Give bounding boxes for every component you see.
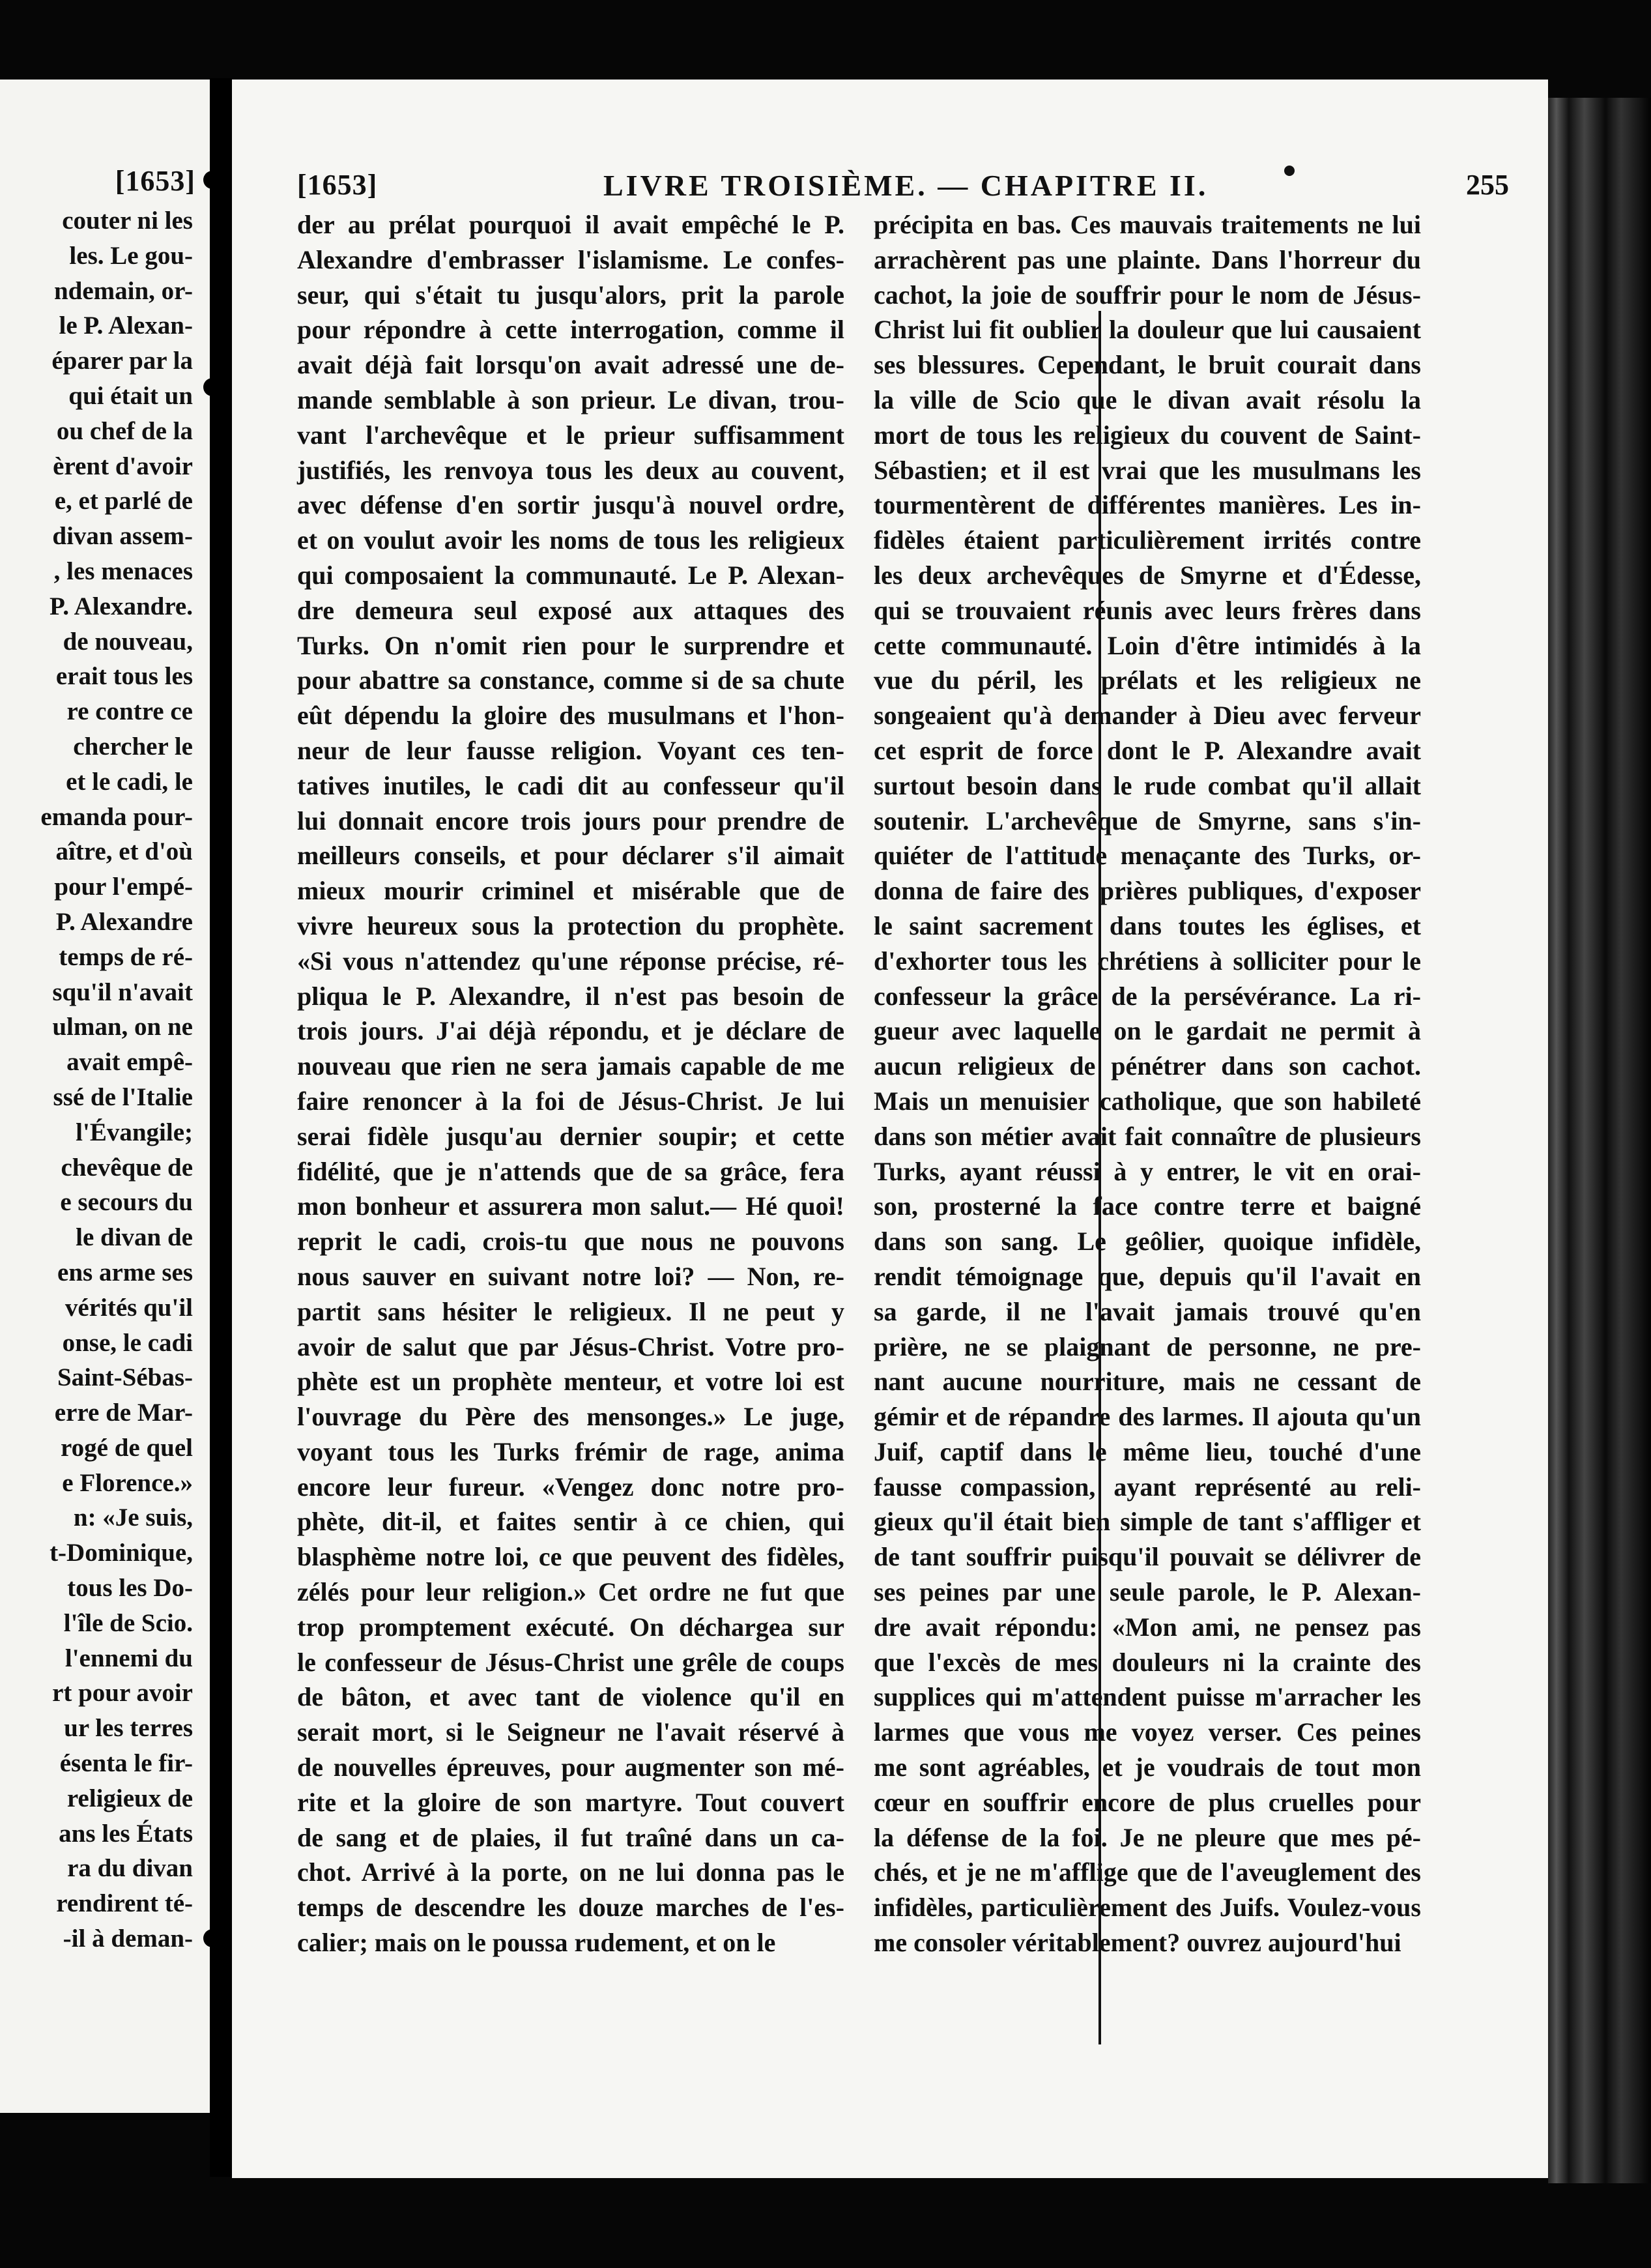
fragment-line: chercher le: [73, 732, 193, 761]
text-line: mort de tous les religieux du couvent de Saint-: [874, 420, 1421, 450]
text-line: que l'excès de mes douleurs ni la crainte des: [874, 1647, 1421, 1677]
text-line: de sang et de plaies, il fut traîné dans un ca-: [297, 1822, 844, 1852]
text-line: serait mort, si le Seigneur ne l'avait réservé à: [297, 1717, 844, 1747]
text-line: dans son sang. Le geôlier, quoique infidèle,: [874, 1227, 1421, 1257]
text-line: trop promptement exécuté. On déchargea sur: [297, 1612, 844, 1642]
text-line: qui composaient la communauté. Le P. Alexan-: [297, 560, 844, 590]
text-line: les deux archevêques de Smyrne et d'Édesse,: [874, 560, 1421, 590]
text-line: d'exhorter tous les chrétiens à solliciter pour le: [874, 946, 1421, 976]
text-line: cette communauté. Loin d'être intimidés à la: [874, 630, 1421, 660]
text-line: mon bonheur et assurera mon salut.— Hé quoi!: [297, 1191, 844, 1221]
text-line: pour répondre à cette interrogation, comme il: [297, 315, 844, 345]
fragment-line: avait empê-: [66, 1048, 193, 1077]
fragment-line: de nouveau,: [63, 627, 193, 656]
text-line: blasphème notre loi, ce que peuvent des fidèles,: [297, 1542, 844, 1572]
text-line: aucun religieux de pénétrer dans son cachot.: [874, 1051, 1421, 1081]
fragment-line: éparer par la: [51, 347, 193, 375]
text-line: voyant tous les Turks frémir de rage, anima: [297, 1436, 844, 1466]
header-title: LIVRE TROISIÈME. — CHAPITRE II.: [603, 169, 1209, 202]
text-line: avoir de salut que par Jésus-Christ. Votre pro-: [297, 1331, 844, 1361]
text-line: quiéter de l'attitude menaçante des Turks, or-: [874, 841, 1421, 871]
fragment-line: erait tous les: [55, 662, 193, 691]
text-line: meilleurs conseils, et pour déclarer s'il aimait: [297, 841, 844, 871]
text-line: mieux mourir criminel et misérable que de: [297, 876, 844, 906]
text-line: eût dépendu la gloire des musulmans et l'hon-: [297, 701, 844, 731]
text-line: serai fidèle jusqu'au dernier soupir; et cette: [297, 1121, 844, 1151]
text-line: nous sauver en suivant notre loi? — Non, re-: [297, 1261, 844, 1291]
text-line: nant aucune nourriture, mais ne cessant de: [874, 1367, 1421, 1397]
fragment-line: ens arme ses: [57, 1258, 193, 1287]
fragment-line: , les menaces: [53, 557, 193, 585]
text-line: cet esprit de force dont le P. Alexandre avait: [874, 735, 1421, 765]
page-edges: [1548, 98, 1651, 2183]
text-line: la défense de la foi. Je ne pleure que mes pé-: [874, 1822, 1421, 1852]
fragment-line: -il à deman-: [63, 1925, 193, 1953]
fragment-line: emanda pour-: [40, 802, 193, 831]
text-line: phète est un prophète menteur, et votre loi est: [297, 1367, 844, 1397]
fragment-line: pour l'empé-: [54, 873, 193, 901]
fragment-line: rogé de quel: [61, 1433, 193, 1462]
fragment-line: rt pour avoir: [52, 1679, 193, 1708]
text-line: et on voulut avoir les noms de tous les religieux: [297, 525, 844, 555]
text-line: fidélité, que je n'attends que de sa grâce, fera: [297, 1156, 844, 1186]
text-line: de bâton, et avec tant de violence qu'il en: [297, 1682, 844, 1712]
text-line: seur, qui s'était tu jusqu'alors, prit la parole: [297, 280, 844, 310]
fragment-line: divan assem-: [52, 522, 193, 551]
fragment-line: e Florence.»: [62, 1468, 193, 1497]
header-year: [1653]: [297, 169, 378, 201]
text-line: infidèles, particulièrement des Juifs. Voulez-vous: [874, 1893, 1421, 1923]
text-line: Juif, captif dans le même lieu, touché d'une: [874, 1436, 1421, 1466]
text-line: soutenir. L'archevêque de Smyrne, sans s'in-: [874, 806, 1421, 836]
text-line: me sont agréables, et je voudrais de tout mon: [874, 1752, 1421, 1782]
text-line: son, prosterné la face contre terre et baigné: [874, 1191, 1421, 1221]
fragment-line: l'île de Scio.: [63, 1608, 193, 1637]
text-line: tatives inutiles, le cadi dit au confesseur qu'il: [297, 770, 844, 800]
page-number: 255: [1466, 169, 1509, 201]
fragment-line: temps de ré-: [59, 942, 193, 971]
text-line: Mais un menuisier catholique, que son habileté: [874, 1086, 1421, 1116]
text-line: faire renoncer à la foi de Jésus-Christ. Je lui: [297, 1086, 844, 1116]
text-line: le saint sacrement dans toutes les églises, et: [874, 910, 1421, 940]
fragment-line: l'ennemi du: [65, 1644, 193, 1672]
text-line: songeaient qu'à demander à Dieu avec ferveur: [874, 701, 1421, 731]
fragment-line: e secours du: [60, 1188, 193, 1217]
text-line: de tant souffrir puisqu'il pouvait se délivrer de: [874, 1542, 1421, 1572]
text-line: vue du péril, les prélats et les religieux ne: [874, 665, 1421, 695]
text-line: chés, et je ne m'afflige que de l'aveuglement des: [874, 1857, 1421, 1887]
text-line: lui donnait encore trois jours pour prendre de: [297, 806, 844, 836]
fragment-line: les. Le gou-: [69, 241, 193, 270]
fragment-line: squ'il n'avait: [52, 978, 193, 1006]
text-line: la ville de Scio que le divan avait résolu la: [874, 385, 1421, 414]
fragment-line: ndemain, or-: [53, 276, 193, 305]
text-line: sa garde, il ne l'avait jamais trouvé qu'en: [874, 1296, 1421, 1326]
fragment-line: chevêque de: [61, 1153, 193, 1182]
text-line: prière, ne se plaignant de personne, ne pre-: [874, 1331, 1421, 1361]
text-line: phète, dit-il, et faites sentir à ce chien, qui: [297, 1507, 844, 1537]
text-line: de nouvelles épreuves, pour augmenter son mé-: [297, 1752, 844, 1782]
text-line: vant l'archevêque et le prieur suffisamment: [297, 420, 844, 450]
text-line: calier; mais on le poussa rudement, et on le: [297, 1928, 776, 1958]
text-line: Alexandre d'embrasser l'islamisme. Le confes-: [297, 244, 844, 274]
fragment-line: ou chef de la: [56, 416, 193, 445]
text-line: reprit le cadi, crois-tu que nous ne pouvons: [297, 1227, 844, 1257]
text-line: cœur en souffrir encore de plus cruelles pour: [874, 1787, 1421, 1817]
fragment-line: ra du divan: [67, 1854, 193, 1883]
text-line: Turks, ayant réussi à y entrer, le vit en orai-: [874, 1156, 1421, 1186]
text-line: der au prélat pourquoi il avait empêché le P.: [297, 210, 844, 239]
fragment-line: rendirent té-: [56, 1889, 193, 1918]
text-line: Christ lui fit oublier la douleur que lui causaient: [874, 315, 1421, 345]
fragment-line: P. Alexandre.: [50, 592, 193, 620]
fragment-line: le P. Alexan-: [59, 312, 193, 340]
fragment-line: ésenta le fir-: [59, 1749, 193, 1778]
text-line: Sébastien; et il est vrai que les musulmans les: [874, 455, 1421, 485]
text-line: ses peines par une seule parole, le P. Alexan-: [874, 1577, 1421, 1607]
text-line: tourmentèrent de différentes manières. Les in-: [874, 490, 1421, 520]
fragment-line: re contre ce: [66, 697, 193, 726]
fragment-line: erre de Mar-: [54, 1399, 193, 1427]
text-line: trois jours. J'ai déjà répondu, et je déclare de: [297, 1016, 844, 1046]
text-line: mande semblable à son prieur. Le divan, trou-: [297, 385, 844, 414]
text-line: dre demeura seul exposé aux attaques des: [297, 595, 844, 625]
text-column-left: [297, 207, 844, 1960]
text-line: pour abattre sa constance, comme si de sa chute: [297, 665, 844, 695]
text-line: supplices qui m'attendent puisse m'arracher les: [874, 1682, 1421, 1712]
fragment-line: aître, et d'où: [55, 837, 193, 866]
text-line: avait déjà fait lorsqu'on avait adressé une de-: [297, 350, 844, 380]
text-line: Turks. On n'omit rien pour le surprendre et: [297, 630, 844, 660]
text-line: zélés pour leur religion.» Cet ordre ne fut que: [297, 1577, 844, 1607]
fragment-line: couter ni les: [62, 207, 193, 235]
fragment-line: tous les Do-: [67, 1574, 193, 1603]
facing-page-year: [1653]: [115, 165, 195, 197]
text-line: nouveau que rien ne sera jamais capable de me: [297, 1051, 844, 1081]
text-line: rendit témoignage que, depuis qu'il l'avait en: [874, 1261, 1421, 1291]
fragment-line: onse, le cadi: [62, 1328, 193, 1357]
text-line: vivre heureux sous la protection du prophète.: [297, 910, 844, 940]
text-line: l'ouvrage du Père des mensonges.» Le juge,: [297, 1402, 844, 1432]
fragment-line: P. Alexandre: [55, 907, 193, 936]
text-column-right: [874, 207, 1421, 1960]
fragment-line: e, et parlé de: [54, 487, 193, 516]
text-line: justifiés, les renvoya tous les deux au couvent,: [297, 455, 844, 485]
text-line: dans son métier avait fait connaître de plusieurs: [874, 1121, 1421, 1151]
text-line: neur de leur fausse religion. Voyant ces ten-: [297, 735, 844, 765]
text-line: gieux qu'il était bien simple de tant s'affliger et: [874, 1507, 1421, 1537]
text-line: fidèles étaient particulièrement irrités contre: [874, 525, 1421, 555]
facing-page-text: [0, 203, 193, 1956]
text-line: qui se trouvaient réunis avec leurs frères dans: [874, 595, 1421, 625]
text-line: cachot, la joie de souffrir pour le nom de Jésus-: [874, 280, 1421, 310]
text-line: encore leur fureur. «Vengez donc notre pro-: [297, 1472, 844, 1502]
facing-page-fragment: [0, 80, 210, 2113]
fragment-line: vérités qu'il: [65, 1293, 193, 1322]
text-line: le confesseur de Jésus-Christ une grêle de coups: [297, 1647, 844, 1677]
text-line: avec défense d'en sortir jusqu'à nouvel ordre,: [297, 490, 844, 520]
text-line: temps de descendre les douze marches de l'es-: [297, 1893, 844, 1923]
fragment-line: n: «Je suis,: [73, 1504, 193, 1532]
fragment-line: ulman, on ne: [52, 1013, 193, 1041]
running-header: [297, 168, 1509, 207]
fragment-line: qui était un: [68, 381, 193, 410]
ink-speck: [1284, 166, 1295, 176]
text-line: me consoler véritablement? ouvrez aujourd'hui: [874, 1928, 1401, 1958]
text-line: ses blessures. Cependant, le bruit courait dans: [874, 350, 1421, 380]
text-line: dre avait répondu: «Mon ami, ne pensez pas: [874, 1612, 1421, 1642]
fragment-line: ur les terres: [64, 1714, 193, 1743]
text-line: «Si vous n'attendez qu'une réponse précise, ré-: [297, 946, 844, 976]
text-line: larmes que vous me voyez verser. Ces peines: [874, 1717, 1421, 1747]
fragment-line: l'Évangile;: [76, 1118, 193, 1146]
fragment-line: ans les États: [59, 1819, 193, 1848]
text-line: rite et la gloire de son martyre. Tout couvert: [297, 1787, 844, 1817]
text-line: donna de faire des prières publiques, d'exposer: [874, 876, 1421, 906]
fragment-line: le divan de: [76, 1223, 193, 1252]
text-line: précipita en bas. Ces mauvais traitements ne lui: [874, 210, 1421, 239]
book-page: [232, 80, 1548, 2178]
fragment-line: Saint-Sébas-: [57, 1363, 193, 1392]
text-line: gueur avec laquelle on le gardait ne permit à: [874, 1016, 1421, 1046]
text-line: surtout besoin dans le rude combat qu'il allait: [874, 770, 1421, 800]
fragment-line: religieux de: [66, 1784, 193, 1812]
fragment-line: et le cadi, le: [66, 767, 193, 796]
text-line: partit sans hésiter le religieux. Il ne peut y: [297, 1296, 844, 1326]
fragment-line: t-Dominique,: [50, 1539, 193, 1567]
text-line: arrachèrent pas une plainte. Dans l'horreur du: [874, 244, 1421, 274]
text-line: chot. Arrivé à la porte, on ne lui donna pas le: [297, 1857, 844, 1887]
text-line: confesseur la grâce de la persévérance. La ri-: [874, 981, 1421, 1011]
text-line: pliqua le P. Alexandre, il n'est pas besoin de: [297, 981, 844, 1011]
fragment-line: ssé de l'Italie: [53, 1083, 193, 1111]
fragment-line: èrent d'avoir: [53, 452, 193, 480]
text-line: gémir et de répandre des larmes. Il ajouta qu'un: [874, 1402, 1421, 1432]
text-line: fausse compassion, ayant représenté au reli-: [874, 1472, 1421, 1502]
